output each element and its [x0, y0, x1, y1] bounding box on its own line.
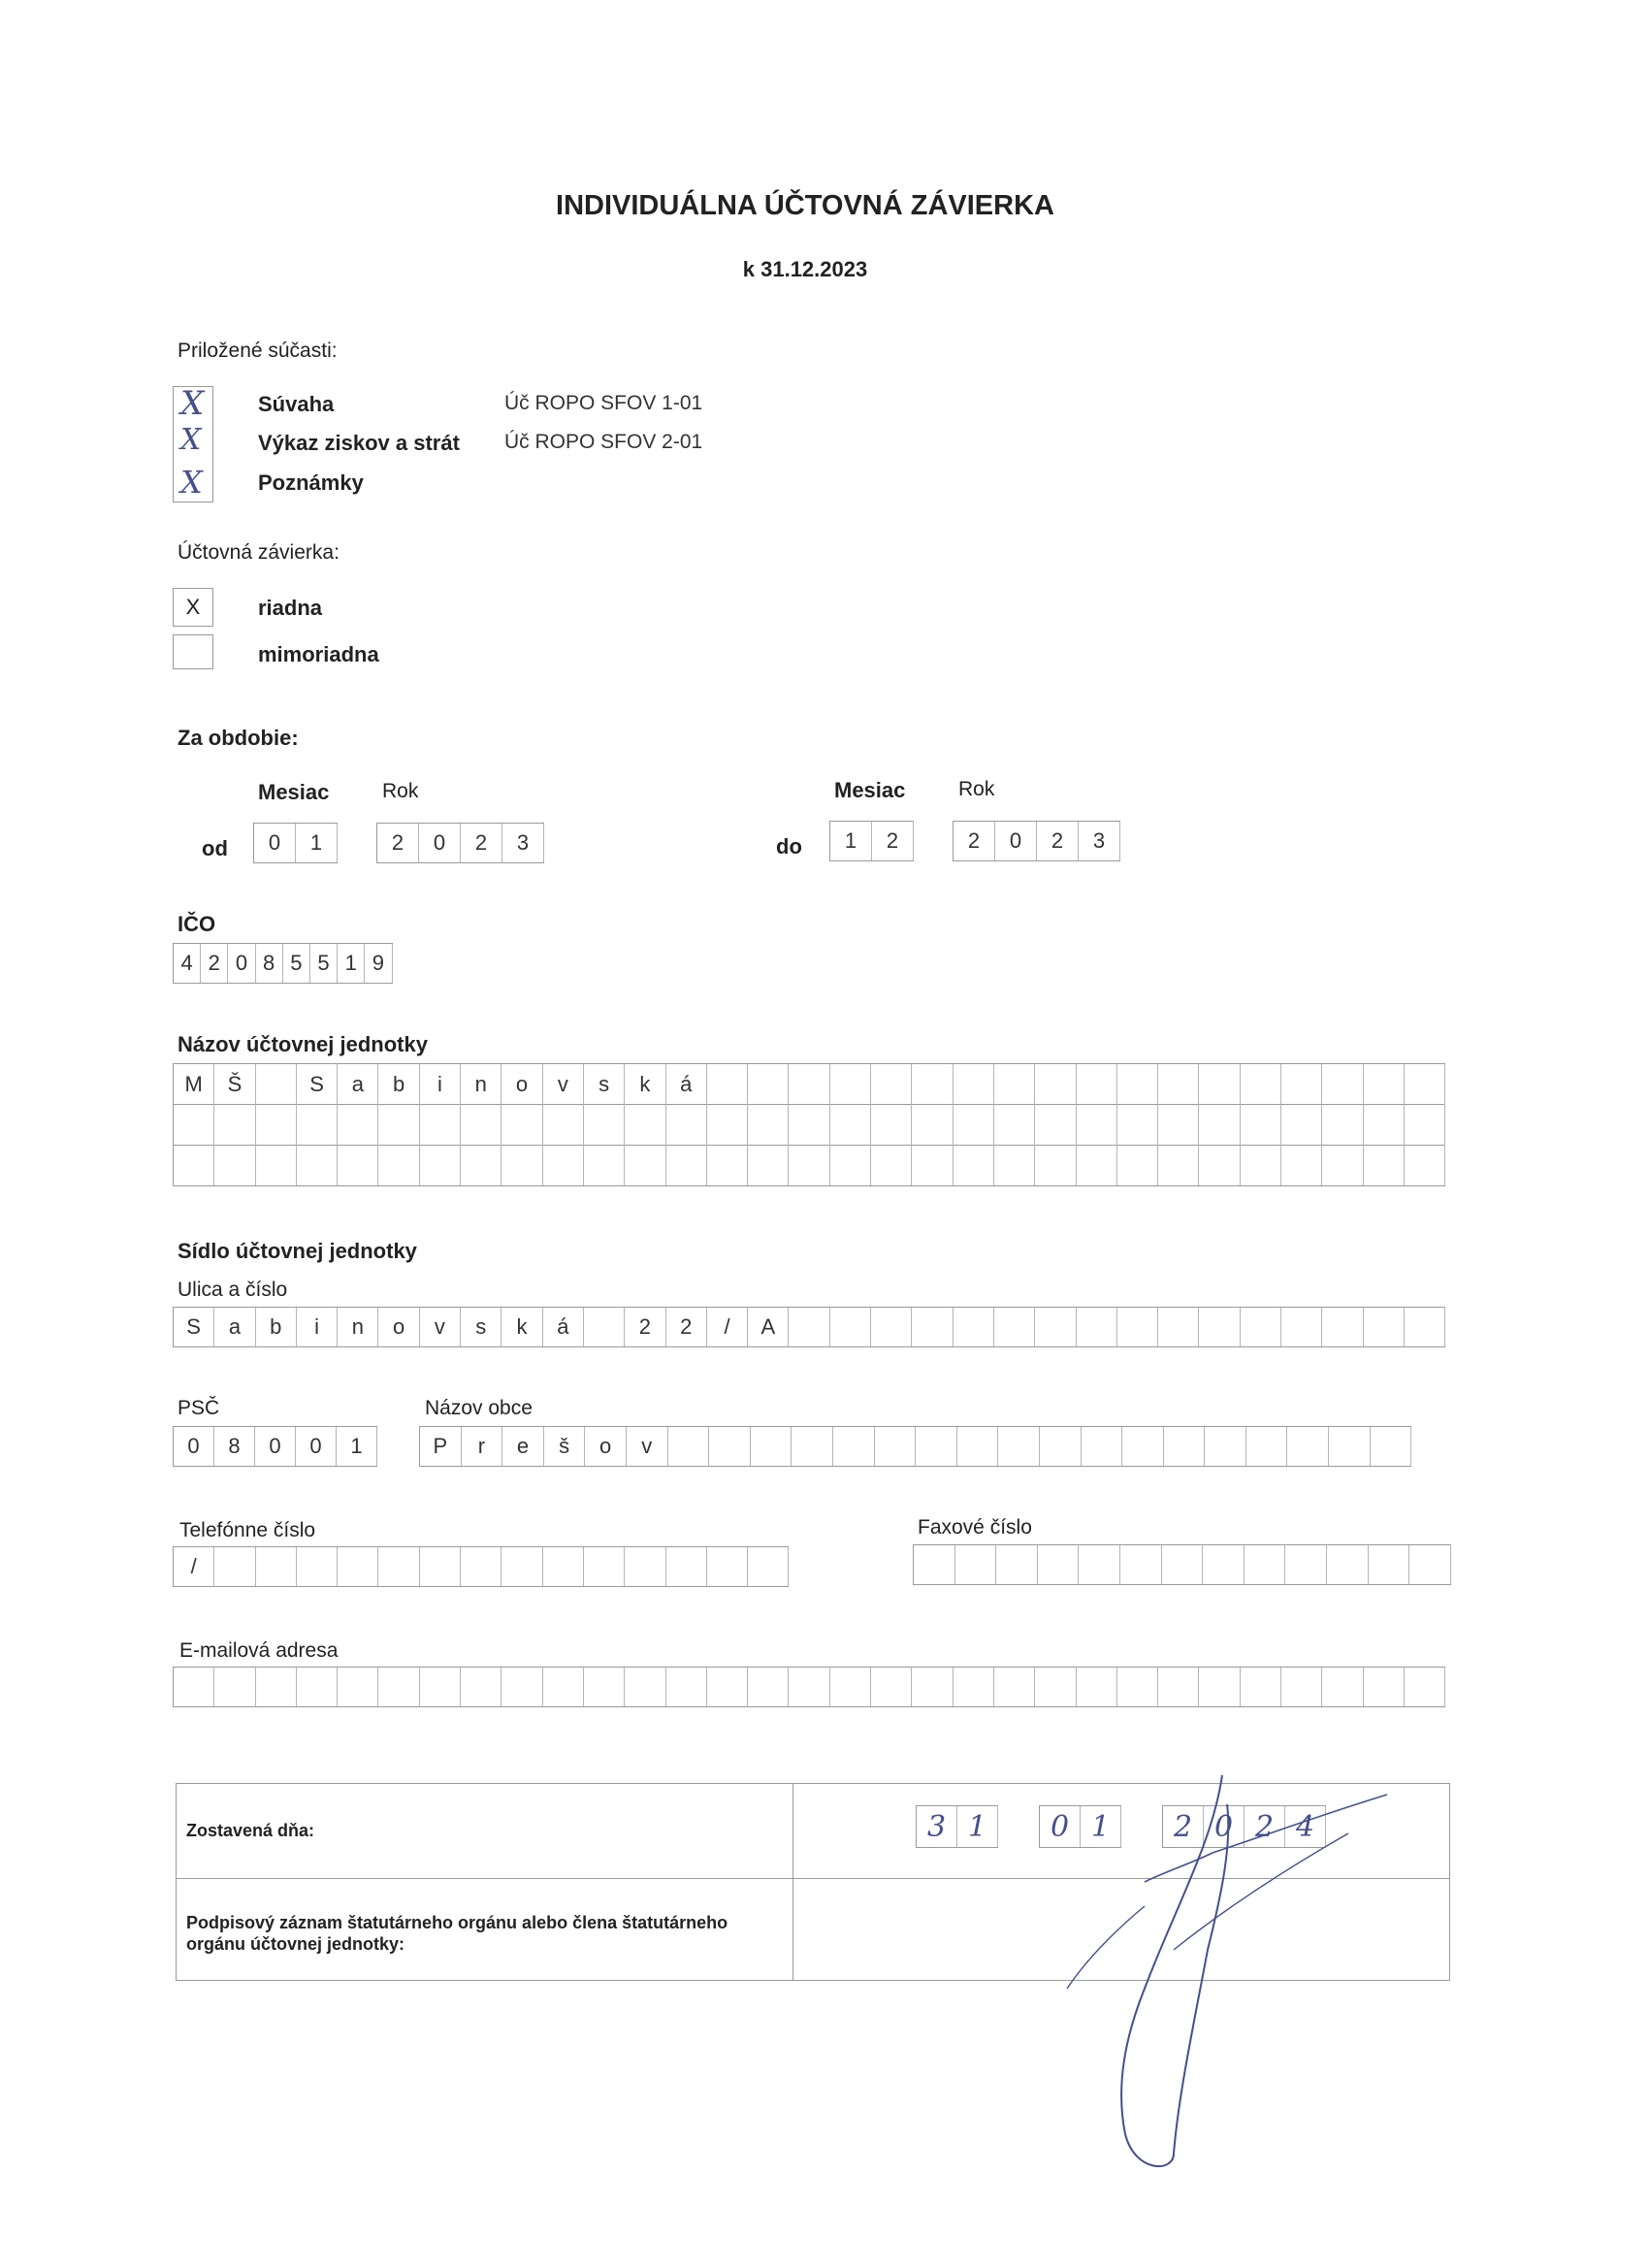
from-label: od — [202, 836, 228, 860]
fax-char — [914, 1545, 955, 1584]
city-char — [1329, 1427, 1371, 1466]
entity-name-char: i — [420, 1064, 461, 1104]
phone-char — [501, 1547, 542, 1586]
entity-name-char — [748, 1145, 789, 1185]
entity-name-char — [256, 1145, 297, 1185]
entity-name-char — [871, 1145, 912, 1185]
entity-name-char — [1077, 1064, 1117, 1104]
compiled-year-digit: 4 — [1285, 1806, 1326, 1847]
entity-name-char — [707, 1064, 748, 1104]
email-char — [748, 1668, 789, 1706]
street-char — [1281, 1308, 1322, 1346]
address-heading: Sídlo účtovnej jednotky — [178, 1239, 417, 1263]
fax-char — [1120, 1545, 1162, 1584]
street-char — [584, 1308, 625, 1346]
closing-type-heading: Účtovná závierka: — [178, 541, 340, 564]
phone-char — [256, 1547, 297, 1586]
component-code-2: Úč ROPO SFOV 2-01 — [504, 431, 703, 453]
phone-char — [214, 1547, 255, 1586]
to-year-digit: 3 — [1079, 822, 1120, 860]
city-char — [998, 1427, 1040, 1466]
street-char — [1117, 1308, 1158, 1346]
entity-name-char — [256, 1104, 297, 1145]
email-char — [871, 1668, 912, 1706]
phone-char — [297, 1547, 338, 1586]
street-char — [912, 1308, 953, 1346]
entity-name-char — [420, 1104, 461, 1145]
entity-name-char — [994, 1064, 1035, 1104]
city-char — [1040, 1427, 1082, 1466]
component-label-suvaha: Súvaha — [258, 392, 335, 416]
entity-name-char — [1364, 1104, 1405, 1145]
phone-char — [584, 1547, 625, 1586]
entity-name-char — [954, 1145, 994, 1185]
entity-name-char — [461, 1145, 501, 1185]
to-month-field[interactable] — [829, 821, 914, 861]
from-year-digit: 3 — [502, 824, 544, 862]
entity-name-char — [174, 1104, 214, 1145]
phone-char: / — [174, 1547, 214, 1586]
entity-name-char — [1199, 1104, 1240, 1145]
city-char — [833, 1427, 875, 1466]
city-char — [1371, 1427, 1412, 1466]
city-char — [668, 1427, 710, 1466]
entity-name-char — [994, 1145, 1035, 1185]
email-char — [214, 1668, 255, 1706]
entity-name-char — [830, 1104, 871, 1145]
entity-name-char — [1241, 1104, 1281, 1145]
to-year-digit: 2 — [954, 822, 995, 860]
entity-name-char — [1322, 1145, 1363, 1185]
entity-name-char — [1322, 1064, 1363, 1104]
entity-name-char: Š — [214, 1064, 255, 1104]
signature-label: Podpisový záznam štatutárneho orgánu alebo člena štatutárneho orgánu účtovnej jednotky: — [186, 1913, 728, 1954]
checkbox-riadna[interactable]: X — [173, 588, 213, 627]
ico-digit: 9 — [365, 944, 392, 983]
entity-name-char — [707, 1145, 748, 1185]
city-label: Názov obce — [425, 1397, 533, 1419]
entity-name-char — [501, 1104, 542, 1145]
city-char — [1287, 1427, 1329, 1466]
psc-digit: 0 — [296, 1427, 337, 1466]
entity-name-char: M — [174, 1064, 214, 1104]
entity-name-char — [912, 1064, 953, 1104]
entity-name-char — [666, 1104, 707, 1145]
fax-char — [955, 1545, 997, 1584]
entity-name-char — [378, 1145, 419, 1185]
entity-name-char — [1281, 1104, 1322, 1145]
email-char — [501, 1668, 542, 1706]
psc-field[interactable] — [173, 1426, 377, 1467]
email-char — [1364, 1668, 1405, 1706]
entity-name-char — [543, 1104, 584, 1145]
to-month-digit: 1 — [830, 822, 872, 860]
entity-name-char — [1117, 1145, 1158, 1185]
fax-char — [1162, 1545, 1204, 1584]
city-char: e — [502, 1427, 544, 1466]
phone-char — [420, 1547, 461, 1586]
email-char — [1281, 1668, 1322, 1706]
from-month-label: Mesiac — [258, 780, 330, 804]
ico-digit: 4 — [174, 944, 201, 983]
label-riadna: riadna — [258, 596, 323, 620]
entity-name-char: s — [584, 1064, 625, 1104]
ico-digit: 1 — [338, 944, 365, 983]
fax-char — [1409, 1545, 1451, 1584]
entity-name-char — [1241, 1064, 1281, 1104]
phone-char — [378, 1547, 419, 1586]
entity-name-label: Názov účtovnej jednotky — [178, 1032, 428, 1056]
entity-name-char — [666, 1145, 707, 1185]
psc-digit: 0 — [174, 1427, 214, 1466]
phone-char — [543, 1547, 584, 1586]
entity-name-char — [214, 1145, 255, 1185]
email-char — [707, 1668, 748, 1706]
compiled-day-digit: 1 — [957, 1806, 998, 1847]
checkbox-mimoriadna[interactable] — [173, 634, 213, 669]
document-date: k 31.12.2023 — [742, 257, 868, 281]
entity-name-char — [584, 1145, 625, 1185]
email-char — [830, 1668, 871, 1706]
email-field[interactable] — [173, 1667, 1445, 1707]
entity-name-char — [1158, 1064, 1199, 1104]
entity-name-char — [1035, 1064, 1076, 1104]
email-char — [584, 1668, 625, 1706]
street-char: 2 — [625, 1308, 665, 1346]
ico-label: IČO — [178, 912, 216, 936]
city-char — [751, 1427, 792, 1466]
components-heading: Priložené súčasti: — [178, 340, 338, 362]
fax-char — [1038, 1545, 1080, 1584]
street-char: a — [214, 1308, 255, 1346]
document-title: INDIVIDUÁLNA ÚČTOVNÁ ZÁVIERKA — [556, 190, 1054, 221]
entity-name-char — [1077, 1104, 1117, 1145]
entity-name-char — [625, 1145, 665, 1185]
street-char: n — [338, 1308, 378, 1346]
street-char: k — [501, 1308, 542, 1346]
entity-name-char — [1035, 1145, 1076, 1185]
entity-name-char — [912, 1104, 953, 1145]
component-label-poznamky: Poznámky — [258, 470, 364, 495]
ico-digit: 8 — [256, 944, 283, 983]
entity-name-char — [1117, 1064, 1158, 1104]
handwritten-signature — [1028, 1766, 1416, 2192]
entity-name-char — [748, 1104, 789, 1145]
street-char — [1364, 1308, 1405, 1346]
street-char: v — [420, 1308, 461, 1346]
entity-name-char — [1035, 1104, 1076, 1145]
entity-name-char — [1241, 1145, 1281, 1185]
from-year-digit: 0 — [419, 824, 461, 862]
email-char — [1322, 1668, 1363, 1706]
from-year-digit: 2 — [461, 824, 502, 862]
entity-name-char — [1281, 1064, 1322, 1104]
city-char — [916, 1427, 957, 1466]
city-char — [1205, 1427, 1246, 1466]
entity-name-char — [1199, 1064, 1240, 1104]
entity-name-char — [1158, 1145, 1199, 1185]
entity-name-row-1[interactable] — [173, 1063, 1445, 1105]
from-year-label: Rok — [382, 780, 419, 802]
street-char: A — [748, 1308, 789, 1346]
entity-name-char — [420, 1145, 461, 1185]
city-char — [1082, 1427, 1123, 1466]
from-year-field[interactable] — [376, 823, 544, 863]
entity-name-char — [338, 1145, 378, 1185]
entity-name-char: o — [501, 1064, 542, 1104]
email-char — [954, 1668, 994, 1706]
city-char: v — [627, 1427, 668, 1466]
to-year-digit: 0 — [995, 822, 1037, 860]
to-year-field[interactable] — [953, 821, 1120, 861]
entity-name-char — [174, 1145, 214, 1185]
street-char: s — [461, 1308, 501, 1346]
phone-char — [666, 1547, 707, 1586]
ico-digit: 5 — [310, 944, 338, 983]
compiled-year-digit: 2 — [1163, 1806, 1204, 1847]
street-char: 2 — [666, 1308, 707, 1346]
email-char — [625, 1668, 665, 1706]
entity-name-char — [297, 1104, 338, 1145]
entity-name-char — [625, 1104, 665, 1145]
street-char — [789, 1308, 829, 1346]
phone-label: Telefónne číslo — [179, 1519, 316, 1541]
street-char — [954, 1308, 994, 1346]
ico-digit: 2 — [201, 944, 228, 983]
phone-char — [707, 1547, 748, 1586]
street-char — [871, 1308, 912, 1346]
fax-char — [1203, 1545, 1245, 1584]
entity-name-char — [584, 1104, 625, 1145]
city-char — [1246, 1427, 1288, 1466]
entity-name-char — [789, 1145, 829, 1185]
email-char — [1241, 1668, 1281, 1706]
email-char — [338, 1668, 378, 1706]
email-char — [789, 1668, 829, 1706]
compiled-day-field[interactable] — [916, 1805, 998, 1848]
entity-name-char — [789, 1104, 829, 1145]
email-char — [666, 1668, 707, 1706]
entity-name-char — [871, 1064, 912, 1104]
entity-name-char — [830, 1145, 871, 1185]
entity-name-char — [871, 1104, 912, 1145]
fax-char — [1079, 1545, 1120, 1584]
entity-name-char — [830, 1064, 871, 1104]
entity-name-char — [748, 1064, 789, 1104]
city-char — [875, 1427, 917, 1466]
street-char: b — [256, 1308, 297, 1346]
components-mark-2[interactable]: X — [180, 423, 202, 457]
entity-name-char — [994, 1104, 1035, 1145]
street-char — [1405, 1308, 1445, 1346]
city-char — [1164, 1427, 1206, 1466]
from-year-digit: 2 — [377, 824, 419, 862]
entity-name-char — [1281, 1145, 1322, 1185]
entity-name-char — [707, 1104, 748, 1145]
compiled-year-digit: 2 — [1245, 1806, 1285, 1847]
psc-digit: 1 — [337, 1427, 377, 1466]
entity-name-char — [1158, 1104, 1199, 1145]
email-char — [256, 1668, 297, 1706]
phone-field[interactable] — [173, 1546, 789, 1587]
entity-name-char — [1117, 1104, 1158, 1145]
entity-name-char: b — [378, 1064, 419, 1104]
phone-char — [625, 1547, 665, 1586]
city-char: r — [462, 1427, 503, 1466]
city-char: P — [420, 1427, 462, 1466]
email-char — [1035, 1668, 1076, 1706]
label-mimoriadna: mimoriadna — [258, 642, 379, 666]
component-code-1: Úč ROPO SFOV 1-01 — [504, 392, 703, 414]
compiled-month-digit: 0 — [1040, 1806, 1081, 1847]
street-char — [1241, 1308, 1281, 1346]
entity-name-char — [1199, 1145, 1240, 1185]
entity-name-char — [378, 1104, 419, 1145]
entity-name-char: n — [461, 1064, 501, 1104]
email-char — [912, 1668, 953, 1706]
entity-name-char: á — [666, 1064, 707, 1104]
email-label: E-mailová adresa — [179, 1639, 339, 1662]
entity-name-char — [338, 1104, 378, 1145]
email-char — [543, 1668, 584, 1706]
street-char: i — [297, 1308, 338, 1346]
email-char — [1117, 1668, 1158, 1706]
entity-name-char — [1364, 1064, 1405, 1104]
from-month-digit: 1 — [296, 824, 338, 862]
to-month-label: Mesiac — [834, 778, 906, 802]
street-char — [1322, 1308, 1363, 1346]
email-char — [994, 1668, 1035, 1706]
period-heading: Za obdobie: — [178, 726, 299, 750]
street-char: o — [378, 1308, 419, 1346]
to-year-label: Rok — [958, 778, 995, 800]
entity-name-char — [297, 1145, 338, 1185]
fax-char — [1327, 1545, 1369, 1584]
entity-name-char — [1322, 1104, 1363, 1145]
entity-name-char: S — [297, 1064, 338, 1104]
city-char: o — [585, 1427, 627, 1466]
street-char: S — [174, 1308, 214, 1346]
street-char: á — [543, 1308, 584, 1346]
street-field[interactable] — [173, 1307, 1445, 1347]
to-month-digit: 2 — [872, 822, 914, 860]
email-char — [420, 1668, 461, 1706]
ico-digit: 5 — [283, 944, 310, 983]
email-char — [461, 1668, 501, 1706]
entity-name-char — [501, 1145, 542, 1185]
street-char — [1158, 1308, 1199, 1346]
entity-name-char — [1405, 1145, 1445, 1185]
email-char — [1077, 1668, 1117, 1706]
phone-char — [748, 1547, 789, 1586]
components-mark-3[interactable]: X — [180, 464, 203, 501]
entity-name-row-3[interactable] — [173, 1145, 1445, 1186]
email-char — [1199, 1668, 1240, 1706]
psc-label: PSČ — [178, 1397, 220, 1419]
street-char — [1199, 1308, 1240, 1346]
compiled-month-digit: 1 — [1081, 1806, 1121, 1847]
street-char — [830, 1308, 871, 1346]
to-year-digit: 2 — [1037, 822, 1079, 860]
ico-field[interactable] — [173, 943, 393, 984]
psc-digit: 0 — [255, 1427, 296, 1466]
entity-name-char — [954, 1104, 994, 1145]
phone-char — [461, 1547, 501, 1586]
email-char — [1405, 1668, 1445, 1706]
street-char — [994, 1308, 1035, 1346]
city-char — [792, 1427, 833, 1466]
psc-digit: 8 — [214, 1427, 255, 1466]
entity-name-char — [912, 1145, 953, 1185]
compiled-year-digit: 0 — [1204, 1806, 1245, 1847]
component-label-vykaz: Výkaz ziskov a strát — [258, 431, 460, 455]
city-field[interactable] — [419, 1426, 1411, 1467]
city-char — [1122, 1427, 1164, 1466]
city-char: š — [544, 1427, 586, 1466]
fax-char — [996, 1545, 1038, 1584]
street-char — [1077, 1308, 1117, 1346]
entity-name-char — [954, 1064, 994, 1104]
entity-name-char — [1364, 1145, 1405, 1185]
entity-name-char: v — [543, 1064, 584, 1104]
components-mark-1[interactable]: X — [180, 384, 205, 423]
ico-digit: 0 — [228, 944, 255, 983]
street-char — [1035, 1308, 1076, 1346]
entity-name-char — [256, 1064, 297, 1104]
entity-name-char — [1077, 1145, 1117, 1185]
email-char — [297, 1668, 338, 1706]
fax-char — [1285, 1545, 1327, 1584]
entity-name-char — [1405, 1104, 1445, 1145]
entity-name-char — [461, 1104, 501, 1145]
from-month-digit: 0 — [254, 824, 296, 862]
email-char — [378, 1668, 419, 1706]
fax-label: Faxové číslo — [918, 1516, 1032, 1539]
email-char — [174, 1668, 214, 1706]
entity-name-char: k — [625, 1064, 665, 1104]
entity-name-char — [789, 1064, 829, 1104]
street-char: / — [707, 1308, 748, 1346]
street-label: Ulica a číslo — [178, 1279, 288, 1301]
to-label: do — [776, 834, 802, 859]
fax-field[interactable] — [913, 1544, 1451, 1585]
from-month-field[interactable] — [253, 823, 338, 863]
entity-name-char — [1405, 1064, 1445, 1104]
entity-name-char — [214, 1104, 255, 1145]
compiled-day-digit: 3 — [917, 1806, 957, 1847]
entity-name-char — [543, 1145, 584, 1185]
fax-char — [1245, 1545, 1286, 1584]
city-char — [957, 1427, 999, 1466]
entity-name-char: a — [338, 1064, 378, 1104]
compiled-label: Zostavená dňa: — [186, 1821, 315, 1840]
phone-char — [338, 1547, 378, 1586]
fax-char — [1369, 1545, 1410, 1584]
email-char — [1158, 1668, 1199, 1706]
entity-name-row-2[interactable] — [173, 1104, 1445, 1146]
city-char — [709, 1427, 751, 1466]
